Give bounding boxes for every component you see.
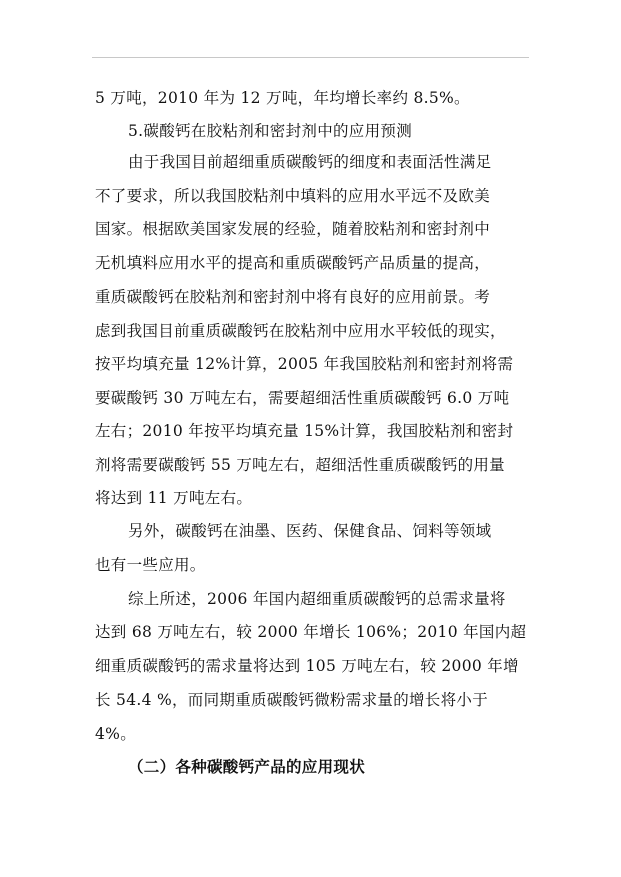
paragraph-line: 综上所述，2006 年国内超细重质碳酸钙的总需求量将 <box>128 590 506 608</box>
paragraph-line: 5 万吨，2010 年为 12 万吨，年均增长率约 8.5%。 <box>95 89 470 107</box>
paragraph-line: 国家。根据欧美国家发展的经验，随着胶粘剂和密封剂中 <box>95 220 491 238</box>
paragraph-line: 另外，碳酸钙在油墨、医药、保健食品、饲料等领域 <box>128 522 492 540</box>
paragraph-line: 也有一些应用。 <box>95 556 206 574</box>
paragraph-line: 不了要求，所以我国胶粘剂中填料的应用水平远不及欧美 <box>95 187 491 205</box>
paragraph-line: 要碳酸钙 30 万吨左右，需要超细活性重质碳酸钙 6.0 万吨 <box>95 389 510 407</box>
header-rule <box>92 57 529 58</box>
paragraph-line: 虑到我国目前重质碳酸钙在胶粘剂中应用水平较低的现实， <box>95 322 506 340</box>
paragraph-line: 剂将需要碳酸钙 55 万吨左右，超细活性重质碳酸钙的用量 <box>95 456 505 474</box>
section-heading: 5.碳酸钙在胶粘剂和密封剂中的应用预测 <box>128 122 412 140</box>
subsection-heading: （二）各种碳酸钙产品的应用现状 <box>128 757 366 776</box>
paragraph-line: 将达到 11 万吨左右。 <box>95 489 253 507</box>
paragraph-line: 由于我国目前超细重质碳酸钙的细度和表面活性满足 <box>128 153 492 171</box>
paragraph-line: 无机填料应用水平的提高和重质碳酸钙产品质量的提高， <box>95 254 491 272</box>
paragraph-line: 左右；2010 年按平均填充量 15%计算，我国胶粘剂和密封 <box>95 422 514 440</box>
paragraph-line: 按平均填充量 12%计算，2005 年我国胶粘剂和密封剂将需 <box>95 355 514 373</box>
paragraph-line: 达到 68 万吨左右，较 2000 年增长 106%；2010 年国内超 <box>95 623 527 641</box>
paragraph-line: 长 54.4 %，而同期重质碳酸钙微粉需求量的增长将小于 <box>95 691 488 709</box>
paragraph-line: 4%。 <box>95 725 136 743</box>
paragraph-line: 重质碳酸钙在胶粘剂和密封剂中将有良好的应用前景。考 <box>95 288 491 306</box>
paragraph-line: 细重质碳酸钙的需求量将达到 105 万吨左右，较 2000 年增 <box>95 657 519 675</box>
